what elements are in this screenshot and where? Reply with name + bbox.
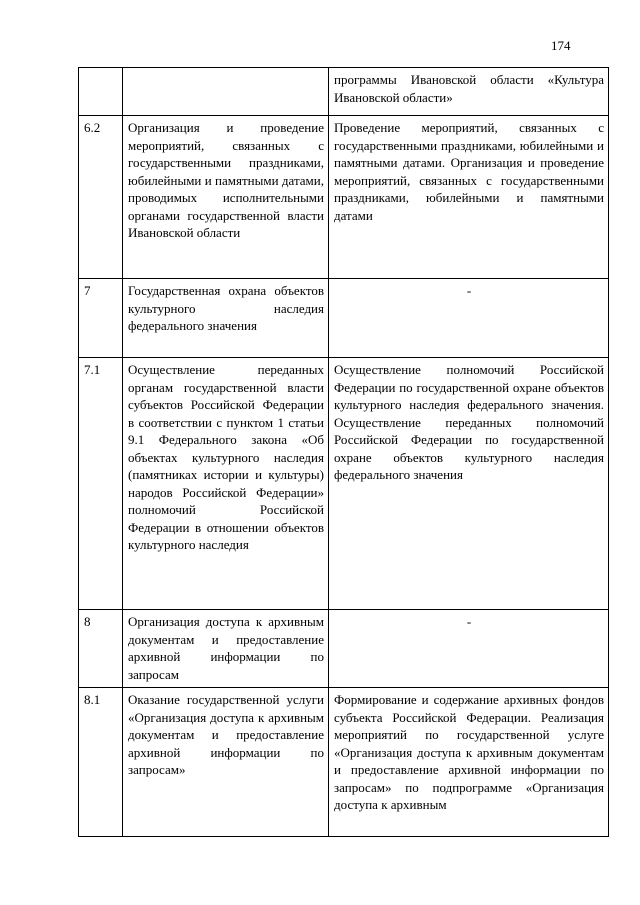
row-name [123,68,329,116]
table-row [79,688,609,837]
row-content: - [329,279,609,358]
table-row [79,279,609,358]
table-row [79,610,609,688]
page-number: 174 [551,38,571,53]
row-content: Проведение мероприятий, связанных с государственными праздниками, юбилейными и памятными датами. Организация и проведение мероприятий, связанных с государственными праздниками, юбилейными и памятными датами [329,116,609,279]
row-number [79,68,123,116]
table-row [79,116,609,279]
row-name: Организация доступа к архивным документам и предоставление архивной информации по запросам [123,610,329,688]
row-content: программы Ивановской области «Культура Ивановской области» [329,68,609,116]
row-name: Государственная охрана объектов культурного наследия федерального значения [123,279,329,358]
row-number: 7.1 [79,358,123,610]
row-number: 7 [79,279,123,358]
row-number: 6.2 [79,116,123,279]
row-number: 8.1 [79,688,123,837]
table-row [79,358,609,610]
row-content: Формирование и содержание архивных фондов субъекта Российской Федерации. Реализация мероприятий по государственной услуге «Организация доступа к архивным документам и предоставление архивной информации по запросам» по подпрограмме «Организация доступа к архивным [329,688,609,837]
row-name: Организация и проведение мероприятий, связанных с государственными праздниками, юбилейными и памятными датами, проводимых исполнительными органами государственной власти Ивановской области [123,116,329,279]
row-name: Осуществление переданных органам государственной власти субъектов Российской Федерации в соответствии с пунктом 1 статьи 9.1 Федерального закона «Об объектах культурного наследия (памятниках истории и культуры) народов Российской Федерации» полномочий Российской Федерации в отношении объектов культурного наследия [123,358,329,610]
table-row [79,68,609,116]
row-name: Оказание государственной услуги «Организация доступа к архивным документам и предоставление архивной информации по запросам» [123,688,329,837]
row-content: - [329,610,609,688]
row-content: Осуществление полномочий Российской Федерации по государственной охране объектов культурного наследия федерального значения. Осуществление переданных полномочий Российской Федерации по государственной охране объектов культурного наследия федерального значения [329,358,609,610]
program-table [78,67,609,837]
row-number: 8 [79,610,123,688]
